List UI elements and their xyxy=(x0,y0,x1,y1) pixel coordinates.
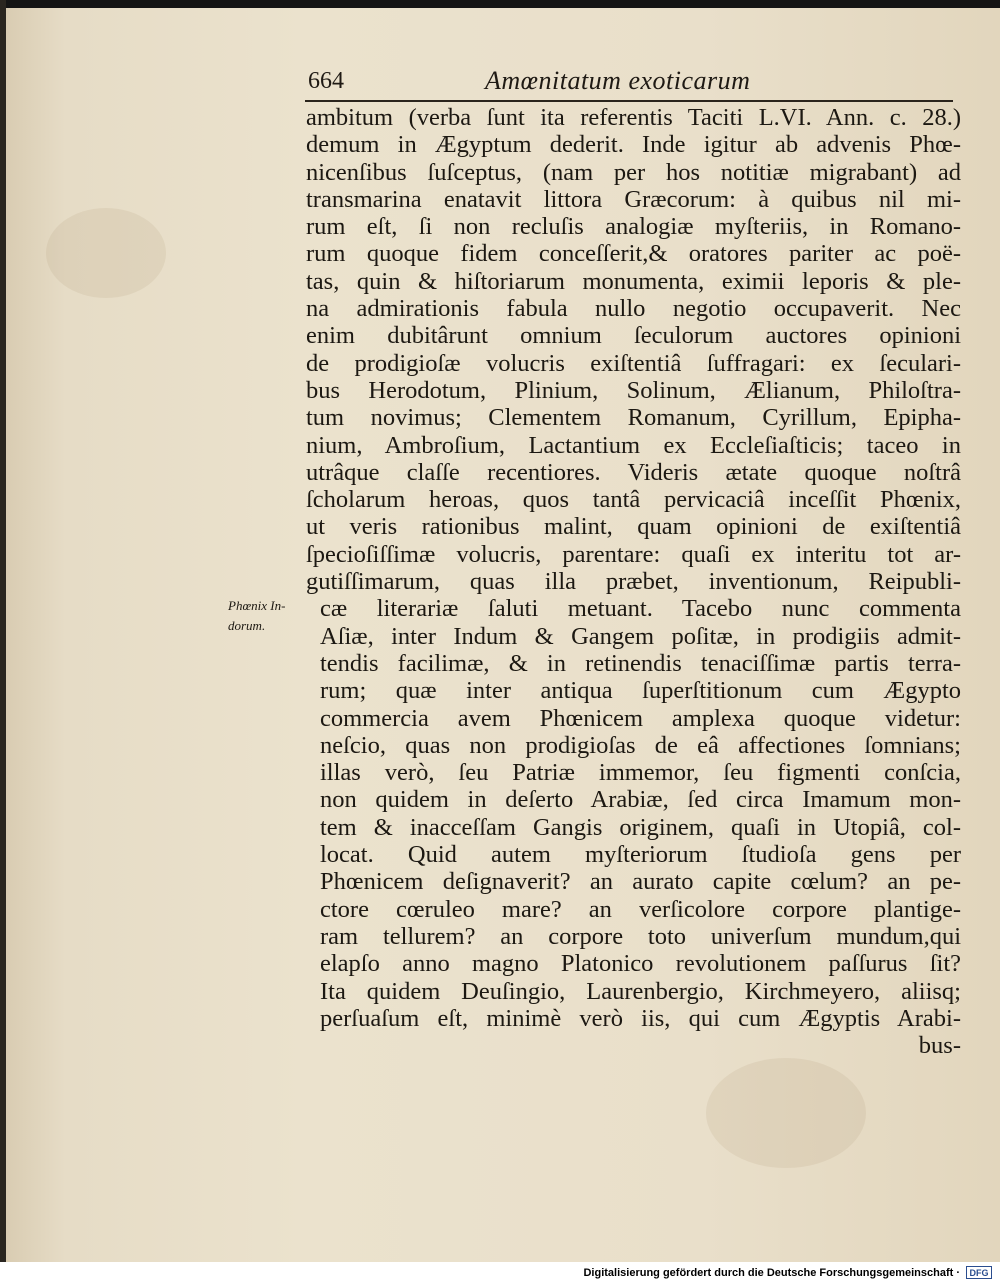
paper-stain xyxy=(706,1058,866,1168)
text-line: Phœnicem deſignaverit? an aurato capite cœlum? an pe- xyxy=(320,868,961,896)
text-line: Ita quidem Deuſingio, Laurenbergio, Kirchmeyero, aliisq; xyxy=(320,977,961,1005)
text-line: tum novimus; Clementem Romanum, Cyrillum, Epipha- xyxy=(306,404,961,432)
text-line: locat. Quid autem myſteriorum ſtudioſa gens per xyxy=(320,841,961,869)
text-line: ctore cœruleo mare? an verſicolore corpore plantige- xyxy=(320,895,961,923)
marginal-note-line: dorum. xyxy=(228,618,266,633)
text-line: ut veris rationibus malint, quam opinioni de exiſtentiâ xyxy=(306,513,961,541)
text-line: perſuaſum eſt, minimè verò iis, qui cum Ægyptis Arabi- xyxy=(320,1004,961,1032)
funding-notice: Digitalisierung gefördert durch die Deutsche Forschungsgemeinschaft · xyxy=(583,1267,960,1279)
catchword: bus- xyxy=(918,1032,961,1060)
text-line: tas, quin & hiſtoriarum monumenta, eximii leporis & ple- xyxy=(306,267,961,295)
running-title: Amœnitatum exoticarum xyxy=(485,66,751,95)
scan-border-top xyxy=(0,0,1000,8)
text-line: neſcio, quas non prodigioſas de eâ affectiones ſomnians; xyxy=(320,731,961,759)
text-line: gutiſſimarum, quas illa præbet, inventionum, Reipubli- xyxy=(306,568,961,596)
text-line: illas verò, ſeu Patriæ immemor, ſeu figmenti conſcia, xyxy=(320,759,961,787)
text-line: utrâque claſſe recentiores. Videris ætate quoque noſtrâ xyxy=(306,458,961,486)
text-line: ſcholarum heroas, quos tantâ pervicaciâ inceſſit Phœnix, xyxy=(306,486,961,514)
text-line: Aſiæ, inter Indum & Gangem poſitæ, in prodigiis admit- xyxy=(320,622,961,650)
text-line: cæ literariæ ſaluti metuant. Tacebo nunc commenta xyxy=(320,595,961,623)
marginal-note-line: Phœnix In- xyxy=(228,598,286,613)
text-line: enim dubitârunt omnium ſeculorum auctores opinioni xyxy=(306,322,961,350)
text-line: tendis facilimæ, & in retinendis tenaciſſimæ partis terra- xyxy=(320,649,961,677)
text-line: tem & inacceſſam Gangis originem, quaſi in Utopiâ, col- xyxy=(320,813,961,841)
text-line: nicenſibus ſuſceptus, (nam per hos notitiæ migrabant) ad xyxy=(306,158,961,186)
text-line: demum in Ægyptum dederit. Inde igitur ab advenis Phœ- xyxy=(306,131,961,159)
text-line: ram tellurem? an corpore toto univerſum mundum,qui xyxy=(320,922,961,950)
text-line: ſpecioſiſſimæ volucris, parentare: quaſi ex interitu tot ar- xyxy=(306,540,961,568)
page-number: 664 xyxy=(308,68,344,94)
text-line: ambitum (verba ſunt ita referentis Taciti L.VI. Ann. c. 28.) xyxy=(306,104,961,131)
marginal-note xyxy=(228,596,318,636)
header-rule xyxy=(305,100,953,102)
body-text xyxy=(306,104,961,1059)
paper-stain xyxy=(46,208,166,298)
text-line: de prodigioſæ volucris exiſtentiâ ſuffragari: ex ſeculari- xyxy=(306,349,961,377)
text-line: transmarina enatavit littora Græcorum: à quibus nil mi- xyxy=(306,185,961,213)
scan-border-left xyxy=(0,0,6,1262)
page-header xyxy=(305,64,960,100)
text-line: non quidem in deſerto Arabiæ, ſed circa Imamum mon- xyxy=(320,786,961,814)
text-line: bus Herodotum, Plinium, Solinum, Ælianum, Philoſtra- xyxy=(306,376,961,404)
text-line: nium, Ambroſium, Lactantium ex Eccleſiaſticis; taceo in xyxy=(306,431,961,459)
text-line: commercia avem Phœnicem amplexa quoque videtur: xyxy=(320,704,961,732)
text-line: rum eſt, ſi non recluſis analogiæ myſteriis, in Romano- xyxy=(306,213,961,241)
dfg-logo: DFG xyxy=(966,1266,992,1279)
text-line: elapſo anno magno Platonico revolutionem paſſurus ſit? xyxy=(320,950,961,978)
text-line: rum; quæ inter antiqua ſuperſtitionum cum Ægypto xyxy=(320,677,961,705)
text-line: rum quoque fidem conceſſerit,& oratores pariter ac poë- xyxy=(306,240,961,268)
text-line: na admirationis fabula nullo negotio occupaverit. Nec xyxy=(306,295,961,323)
